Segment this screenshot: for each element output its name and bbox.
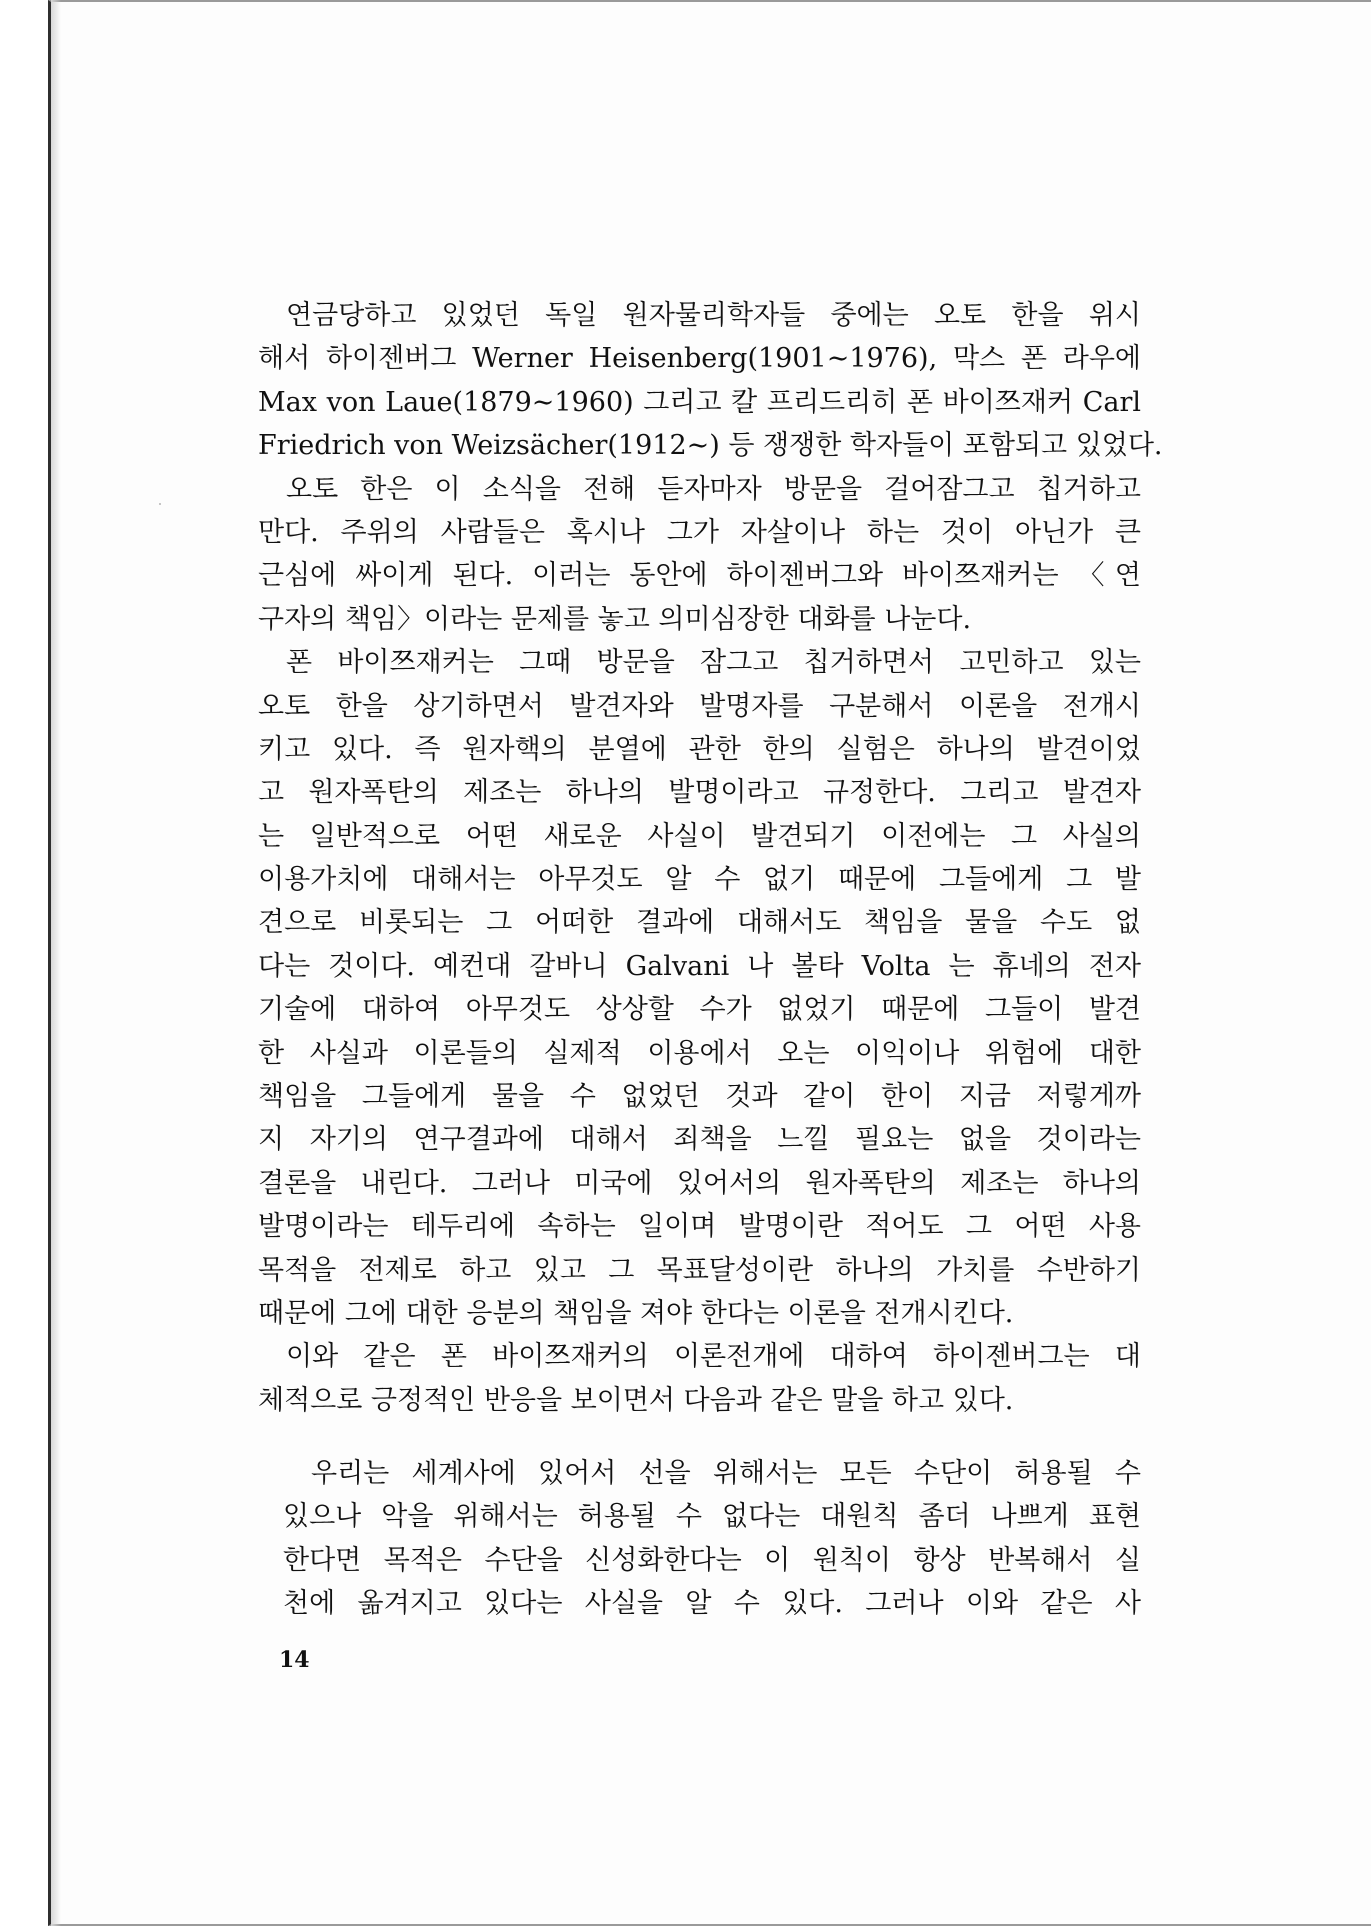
quotation-line: 있으나 악을 위해서는 허용될 수 없다는 대원칙 좀더 나쁘게 표현 — [283, 1501, 1141, 1533]
body-text-line: 기술에 대하여 아무것도 상상할 수가 없었기 때문에 그들이 발견 — [258, 994, 1141, 1026]
body-text-line: 목적을 전제로 하고 있고 그 목표달성이란 하나의 가치를 수반하기 — [258, 1254, 1141, 1286]
body-text-line: 발명이라는 테두리에 속하는 일이며 발명이란 적어도 그 어떤 사용 — [258, 1211, 1141, 1243]
body-text-line: 폰 바이쯔재커는 그때 방문을 잠그고 칩거하면서 고민하고 있는 — [286, 647, 1141, 679]
body-text-line: 오토 한은 이 소식을 전해 듣자마자 방문을 걸어잠그고 칩거하고 — [286, 473, 1141, 505]
body-text-line: 결론을 내린다. 그러나 미국에 있어서의 원자폭탄의 제조는 하나의 — [258, 1167, 1141, 1199]
body-text-line: 한 사실과 이론들의 실제적 이용에서 오는 이익이나 위험에 대한 — [258, 1037, 1141, 1069]
scan-speck — [159, 503, 161, 505]
body-text-line: 이용가치에 대해서는 아무것도 알 수 없기 때문에 그들에게 그 발 — [258, 864, 1141, 896]
body-text-line: 다는 것이다. 예컨대 갈바니 Galvani 나 볼타 Volta 는 휴네의 전자 — [258, 950, 1141, 982]
body-text-line: 견으로 비롯되는 그 어떠한 결과에 대해서도 책임을 물을 수도 없 — [258, 907, 1141, 939]
body-text-line: 오토 한을 상기하면서 발견자와 발명자를 구분해서 이론을 전개시 — [258, 690, 1141, 722]
quotation-block — [283, 1452, 1141, 1626]
body-text-line: 지 자기의 연구결과에 대해서 죄책을 느낄 필요는 없을 것이라는 — [258, 1124, 1141, 1156]
body-text-line: 만다. 주위의 사람들은 혹시나 그가 자살이나 하는 것이 아닌가 큰 — [258, 516, 1141, 548]
body-text-line: 때문에 그에 대한 응분의 책임을 져야 한다는 이론을 전개시킨다. — [258, 1297, 1014, 1329]
body-text-line: 연금당하고 있었던 독일 원자물리학자들 중에는 오토 한을 위시 — [286, 300, 1141, 331]
body-text-line: 체적으로 긍정적인 반응을 보이면서 다음과 같은 말을 하고 있다. — [258, 1384, 1014, 1416]
page-edge-shadow — [51, 0, 61, 1926]
body-text-line: Friedrich von Weizsächer(1912∼) 등 쟁쟁한 학자들이 포함되고 있었다. — [258, 430, 1163, 462]
body-text-line: 는 일반적으로 어떤 새로운 사실이 발견되기 이전에는 그 사실의 — [258, 820, 1141, 852]
quotation-line: 한다면 목적은 수단을 신성화한다는 이 원칙이 항상 반복해서 실 — [283, 1544, 1141, 1576]
body-text-line: 키고 있다. 즉 원자핵의 분열에 관한 한의 실험은 하나의 발견이었 — [258, 733, 1141, 765]
quotation-line: 천에 옮겨지고 있다는 사실을 알 수 있다. 그러나 이와 같은 사 — [283, 1588, 1141, 1620]
quotation-line: 우리는 세계사에 있어서 선을 위해서는 모든 수단이 허용될 수 — [311, 1458, 1141, 1489]
body-text-line: 고 원자폭탄의 제조는 하나의 발명이라고 규정한다. 그리고 발견자 — [258, 777, 1141, 809]
page-number: 14 — [279, 1647, 310, 1673]
body-text-line: 책임을 그들에게 물을 수 없었던 것과 같이 한이 지금 저렇게까 — [258, 1081, 1141, 1113]
body-text-line: 이와 같은 폰 바이쯔재커의 이론전개에 대하여 하이젠버그는 대 — [286, 1341, 1141, 1373]
body-text-line: 구자의 책임〉이라는 문제를 놓고 의미심장한 대화를 나눈다. — [258, 603, 972, 635]
body-text-line: 해서 하이젠버그 Werner Heisenberg(1901∼1976), 막스 폰 라우에 — [258, 343, 1141, 375]
body-text-line: 근심에 싸이게 된다. 이러는 동안에 하이젠버그와 바이쯔재커는 〈연 — [258, 560, 1141, 592]
body-text — [258, 294, 1163, 1422]
body-text-line: Max von Laue(1879∼1960) 그리고 칼 프리드리히 폰 바이쯔재커 Carl — [258, 386, 1141, 418]
